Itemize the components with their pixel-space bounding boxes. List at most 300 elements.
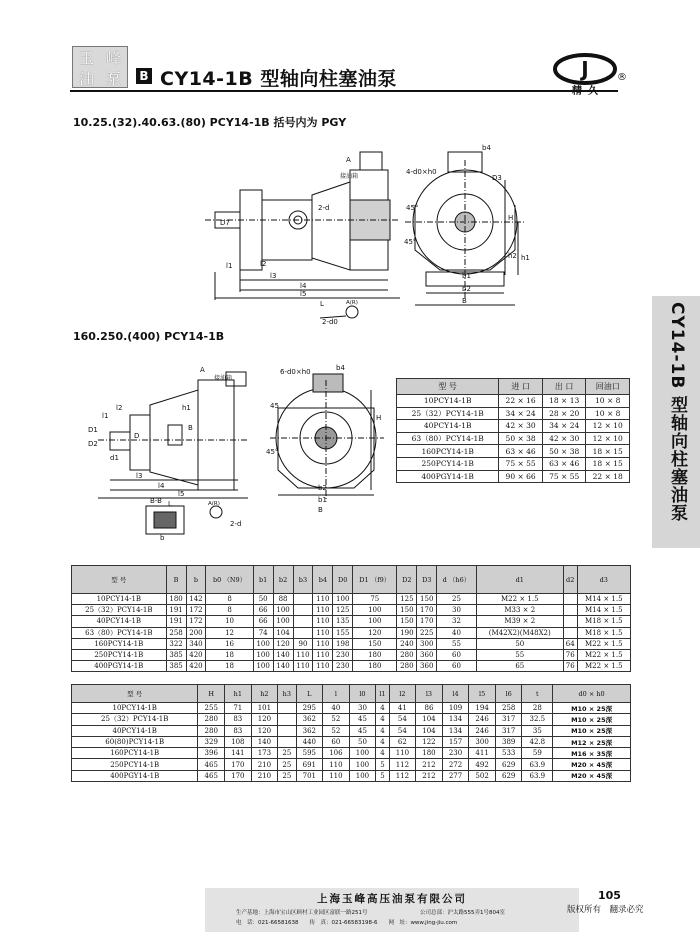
table-cell: 155 xyxy=(333,627,353,638)
table-cell: 40PCY14-1B xyxy=(72,725,198,736)
col-header: l6 xyxy=(495,685,522,703)
col-header: D0 xyxy=(333,566,353,594)
table-cell xyxy=(563,605,577,616)
table-cell: 329 xyxy=(198,736,225,747)
header-divider xyxy=(70,90,618,92)
table-cell: 200 xyxy=(186,627,206,638)
table-cell: 54 xyxy=(389,725,416,736)
table-cell: 83 xyxy=(225,714,252,725)
table-cell: 100 xyxy=(349,748,376,759)
table-cell: M22 × 1.5 xyxy=(577,661,630,672)
label-oil-port: 接油箱 xyxy=(214,375,233,382)
label-l3: l3 xyxy=(136,472,143,480)
label-A: A xyxy=(346,156,351,164)
table-cell: M14 × 1.5 xyxy=(577,605,630,616)
table-cell: 75 xyxy=(353,594,397,605)
table-cell xyxy=(278,703,296,714)
table-cell: 110 xyxy=(313,661,333,672)
label-45b: 45° xyxy=(404,238,417,246)
table-cell: 25 xyxy=(437,594,477,605)
col-header: b2 xyxy=(273,566,293,594)
table-cell: 170 xyxy=(225,770,252,781)
label-45b: 45° xyxy=(266,448,279,456)
col-header: d1 xyxy=(476,566,563,594)
table-cell: 100 xyxy=(273,605,293,616)
table-cell: 40 xyxy=(437,627,477,638)
table-cell: 300 xyxy=(417,638,437,649)
table-row xyxy=(72,594,631,605)
table-cell: 360 xyxy=(417,649,437,660)
table-cell: 134 xyxy=(442,714,469,725)
table-cell: 10PCY14-1B xyxy=(72,594,167,605)
table-cell: 25（32）PCY14-1B xyxy=(72,714,198,725)
table-cell: 112 xyxy=(389,759,416,770)
table-cell: 60(80)PCY14-1B xyxy=(72,736,198,747)
table-cell: 420 xyxy=(186,661,206,672)
table-row xyxy=(397,407,630,420)
col-header: h3 xyxy=(278,685,296,703)
col-header: D2 xyxy=(397,566,417,594)
table-cell: 172 xyxy=(186,616,206,627)
table-cell: 50 × 38 xyxy=(499,432,543,445)
table-cell: 8 xyxy=(206,605,253,616)
table-cell: 258 xyxy=(166,627,186,638)
table-cell: 100 xyxy=(253,649,273,660)
col-header: d （h6） xyxy=(437,566,477,594)
label-l2: l2 xyxy=(116,404,123,412)
table-cell: 110 xyxy=(313,594,333,605)
brand-letter: J xyxy=(581,57,589,81)
table-cell: 230 xyxy=(333,661,353,672)
table-cell: 4 xyxy=(376,736,389,747)
table-cell: 210 xyxy=(251,770,278,781)
table-cell: M10 × 25深 xyxy=(553,714,631,725)
table-cell: 134 xyxy=(442,725,469,736)
table-cell: 76 xyxy=(563,661,577,672)
table-row xyxy=(72,759,631,770)
table-cell: 112 xyxy=(389,770,416,781)
table-cell: 277 xyxy=(442,770,469,781)
footer-contact: 电 话：021-66581638 传 真：021-66583198-6 网 址：www.jing-jiu.com xyxy=(236,920,458,926)
table-cell xyxy=(293,616,313,627)
table-cell: 322 xyxy=(166,638,186,649)
col-header: b1 xyxy=(253,566,273,594)
table-cell: M18 × 1.5 xyxy=(577,627,630,638)
label-l4: l4 xyxy=(158,482,165,490)
logo-char: 泵 xyxy=(105,70,121,88)
table-row xyxy=(72,736,631,747)
table-cell xyxy=(563,616,577,627)
table-cell: 150 xyxy=(353,638,397,649)
table-cell: 701 xyxy=(296,770,323,781)
table-cell: M22 × 1.5 xyxy=(577,638,630,649)
table-row xyxy=(72,661,631,672)
table-cell: 465 xyxy=(198,770,225,781)
table-cell: 83 xyxy=(225,725,252,736)
table-row xyxy=(72,703,631,714)
table-cell: 140 xyxy=(251,736,278,747)
table-cell: 18 xyxy=(206,661,253,672)
table-cell: 180 xyxy=(353,661,397,672)
table-cell: 71 xyxy=(225,703,252,714)
label-b4: b4 xyxy=(482,144,491,152)
label-h1: h1 xyxy=(182,404,191,412)
label-45a: 45 xyxy=(270,402,279,410)
table-cell: 110 xyxy=(293,661,313,672)
col-header: b3 xyxy=(293,566,313,594)
table-cell: 150 xyxy=(397,616,417,627)
table-cell: 41 xyxy=(389,703,416,714)
table-cell: 100 xyxy=(349,770,376,781)
table-cell: 160PCY14-1B xyxy=(72,748,198,759)
table-cell: 64 xyxy=(563,638,577,649)
table-cell: 160PCY14-1B xyxy=(397,445,499,458)
table-cell: 246 xyxy=(469,714,496,725)
table-cell: 110 xyxy=(313,638,333,649)
col-header: d2 xyxy=(563,566,577,594)
table-cell: 74 xyxy=(253,627,273,638)
footer-hq: 公司总部：沪太路555弄1号804室 xyxy=(420,910,505,916)
table-cell: 240 xyxy=(397,638,417,649)
table-cell: 110 xyxy=(313,649,333,660)
table-cell: 22 × 18 xyxy=(586,470,630,483)
table-cell: 18 × 15 xyxy=(586,445,630,458)
table-row xyxy=(72,770,631,781)
table-cell xyxy=(293,605,313,616)
table-cell: 411 xyxy=(469,748,496,759)
label-4d0: 4-d0×h0 xyxy=(406,168,437,176)
table-cell: 63.9 xyxy=(522,770,553,781)
table-cell: 400PGY14-1B xyxy=(72,661,167,672)
table-cell: 100 xyxy=(333,594,353,605)
dimension-table-2 xyxy=(71,684,631,782)
label-oil-port: 接油箱 xyxy=(340,173,359,180)
table-cell: 100 xyxy=(353,616,397,627)
table-cell: 180 xyxy=(416,748,443,759)
table-cell: 212 xyxy=(416,759,443,770)
dim1-header-row xyxy=(72,566,631,594)
table-cell: 191 xyxy=(166,616,186,627)
col-header: l3 xyxy=(416,685,443,703)
table-cell: 22 × 16 xyxy=(499,395,543,408)
table-cell: 120 xyxy=(273,638,293,649)
col-header: t xyxy=(522,685,553,703)
table-cell: 75 × 55 xyxy=(542,470,586,483)
table-cell: 45 xyxy=(349,714,376,725)
table-cell: 50 xyxy=(349,736,376,747)
table-cell: 150 xyxy=(417,594,437,605)
label-H: H xyxy=(508,214,514,222)
port-size-table xyxy=(396,378,630,483)
table-cell: 42 × 30 xyxy=(499,420,543,433)
table-cell: 25（32）PCY14-1B xyxy=(397,407,499,420)
label-D7: D7 xyxy=(220,219,230,227)
table-cell: 533 xyxy=(495,748,522,759)
label-2d: 2-d xyxy=(318,204,330,212)
table-cell: 76 xyxy=(563,649,577,660)
label-l5: l5 xyxy=(300,290,307,298)
table-cell: M10 × 25深 xyxy=(553,703,631,714)
table-cell: 396 xyxy=(198,748,225,759)
label-d1: d1 xyxy=(110,454,119,462)
table-cell: 317 xyxy=(495,714,522,725)
table-cell: 10 × 8 xyxy=(586,407,630,420)
table-cell: 18 × 13 xyxy=(542,395,586,408)
table-cell: 389 xyxy=(495,736,522,747)
table-cell: 420 xyxy=(186,649,206,660)
table-cell: 385 xyxy=(166,649,186,660)
table-cell: 173 xyxy=(251,748,278,759)
table-cell: 360 xyxy=(417,661,437,672)
col-header: 型 号 xyxy=(397,379,499,395)
table-cell: 10 xyxy=(206,616,253,627)
table-cell: 108 xyxy=(225,736,252,747)
table-cell xyxy=(278,714,296,725)
label-D1: D1 xyxy=(88,426,98,434)
table-cell: 75 × 55 xyxy=(499,457,543,470)
section1-title: 10.25.(32).40.63.(80) PCY14-1B 括号内为 PGY xyxy=(73,116,347,129)
footer-address: 生产基地：上海市宝山区顾村工业园区富联一路251号 xyxy=(236,910,368,916)
col-header: B xyxy=(166,566,186,594)
table-cell: 12 × 10 xyxy=(586,432,630,445)
page-title: CY14-1B 型轴向柱塞油泵 xyxy=(160,68,397,90)
table-cell: 160PCY14-1B xyxy=(72,638,167,649)
table-cell: 100 xyxy=(253,638,273,649)
table-cell: 180 xyxy=(166,594,186,605)
label-AR: A(R) xyxy=(208,501,220,507)
table-cell: 502 xyxy=(469,770,496,781)
col-header: l xyxy=(323,685,350,703)
table-cell: 42 × 30 xyxy=(542,432,586,445)
table-cell: 258 xyxy=(495,703,522,714)
table-cell: 65 xyxy=(476,661,563,672)
table-cell: 110 xyxy=(313,605,333,616)
table-cell: 400PGY14-1B xyxy=(72,770,198,781)
table-cell: 120 xyxy=(353,627,397,638)
table-cell: 18 × 15 xyxy=(586,457,630,470)
table-cell xyxy=(563,594,577,605)
table-cell: 60 xyxy=(323,736,350,747)
col-header: l2 xyxy=(389,685,416,703)
table-cell: 86 xyxy=(416,703,443,714)
table-cell: 170 xyxy=(225,759,252,770)
table-row xyxy=(397,457,630,470)
table-row xyxy=(397,445,630,458)
label-BB: B-B xyxy=(150,497,162,505)
col-header: h1 xyxy=(225,685,252,703)
col-header: L xyxy=(296,685,323,703)
col-header: 回油口 xyxy=(586,379,630,395)
table-cell: 440 xyxy=(296,736,323,747)
logo-char: 玉 xyxy=(78,49,94,67)
table-cell: 172 xyxy=(186,605,206,616)
table-cell: 63（80）PCY14-1B xyxy=(72,627,167,638)
table-cell: 52 xyxy=(323,725,350,736)
col-header: D3 xyxy=(417,566,437,594)
table-cell: M18 × 1.5 xyxy=(577,616,630,627)
table-cell xyxy=(293,627,313,638)
table-cell: 280 xyxy=(198,714,225,725)
table-cell: 60 xyxy=(437,661,477,672)
table-cell: 50 xyxy=(476,638,563,649)
table-cell: 194 xyxy=(469,703,496,714)
table-cell: 4 xyxy=(376,714,389,725)
label-AR: A(R) xyxy=(346,300,358,306)
table-cell: 12 × 10 xyxy=(586,420,630,433)
table-cell: 250PCY14-1B xyxy=(397,457,499,470)
table-cell: 110 xyxy=(293,649,313,660)
table-cell: 141 xyxy=(225,748,252,759)
label-2d: 2-d xyxy=(230,520,242,528)
table-cell: 34 × 24 xyxy=(499,407,543,420)
table-cell: 140 xyxy=(273,649,293,660)
table-cell: 230 xyxy=(333,649,353,660)
table-cell: 4 xyxy=(376,725,389,736)
label-l4: l4 xyxy=(300,282,307,290)
table-cell: 362 xyxy=(296,714,323,725)
table-row xyxy=(397,432,630,445)
table-row xyxy=(397,395,630,408)
table-cell: 100 xyxy=(273,616,293,627)
table-cell: 110 xyxy=(313,627,333,638)
table-cell: 170 xyxy=(417,605,437,616)
table-cell: M16 × 35深 xyxy=(553,748,631,759)
table-cell: 5 xyxy=(376,770,389,781)
label-l1: l1 xyxy=(102,412,109,420)
table-row xyxy=(72,627,631,638)
table-cell: 246 xyxy=(469,725,496,736)
port-table-body xyxy=(397,395,630,483)
col-header: 出 口 xyxy=(542,379,586,395)
table-cell: 10 × 8 xyxy=(586,395,630,408)
label-l3: l3 xyxy=(270,272,277,280)
col-header: D1 （f9） xyxy=(353,566,397,594)
label-b2: b2 xyxy=(462,285,471,293)
brand-name: 精久 xyxy=(572,86,604,97)
table-cell xyxy=(278,736,296,747)
table-row xyxy=(397,420,630,433)
col-header: l0 xyxy=(349,685,376,703)
table-cell: 45 xyxy=(349,725,376,736)
section2-title: 160.250.(400) PCY14-1B xyxy=(73,330,225,343)
table-cell: M39 × 2 xyxy=(476,616,563,627)
table-cell: 100 xyxy=(253,661,273,672)
table-row xyxy=(72,748,631,759)
table-cell: 10PCY14-1B xyxy=(72,703,198,714)
copyright-note: 版权所有 翻录必究 xyxy=(567,905,644,915)
table-cell: 25（32）PCY14-1B xyxy=(72,605,167,616)
table-cell: 63.9 xyxy=(522,759,553,770)
table-cell: 140 xyxy=(273,661,293,672)
table-cell: 18 xyxy=(206,649,253,660)
label-D3: D3 xyxy=(492,174,502,182)
table-cell: 16 xyxy=(206,638,253,649)
col-header: b xyxy=(186,566,206,594)
label-b4: b4 xyxy=(336,364,345,372)
table-cell: 629 xyxy=(495,759,522,770)
table-cell: 629 xyxy=(495,770,522,781)
table-cell: M14 × 1.5 xyxy=(577,594,630,605)
pump-drawing-small xyxy=(200,140,530,340)
table-cell: 106 xyxy=(323,748,350,759)
table-cell: M22 × 1.5 xyxy=(476,594,563,605)
section-badge: B xyxy=(136,68,152,84)
table-cell xyxy=(278,725,296,736)
dim2-body xyxy=(72,703,631,782)
table-cell: 54 xyxy=(389,714,416,725)
table-cell: 691 xyxy=(296,759,323,770)
table-cell: M12 × 25深 xyxy=(553,736,631,747)
label-D: D xyxy=(134,432,140,440)
logo-char: 峰 xyxy=(105,49,121,67)
table-cell: 255 xyxy=(198,703,225,714)
table-cell: 110 xyxy=(323,759,350,770)
table-cell: 110 xyxy=(389,748,416,759)
col-header: b4 xyxy=(313,566,333,594)
table-cell: 400PGY14-1B xyxy=(397,470,499,483)
table-cell: M33 × 2 xyxy=(476,605,563,616)
table-cell: 340 xyxy=(186,638,206,649)
label-L: L xyxy=(168,500,172,508)
table-cell: 104 xyxy=(416,725,443,736)
table-cell: 100 xyxy=(353,605,397,616)
company-name: 上海玉峰高压油泵有限公司 xyxy=(317,893,467,905)
table-cell: 280 xyxy=(397,661,417,672)
table-cell: 90 × 66 xyxy=(499,470,543,483)
table-cell: 317 xyxy=(495,725,522,736)
registered-mark: ® xyxy=(617,72,627,83)
table-cell: 122 xyxy=(416,736,443,747)
table-cell: 40 xyxy=(323,703,350,714)
table-cell: M22 × 1.5 xyxy=(577,649,630,660)
col-header: l4 xyxy=(442,685,469,703)
table-cell: 110 xyxy=(313,616,333,627)
col-header: 进 口 xyxy=(499,379,543,395)
table-cell: 66 xyxy=(253,616,273,627)
table-cell: 63（80）PCY14-1B xyxy=(397,432,499,445)
table-cell: 465 xyxy=(198,759,225,770)
table-cell: 25 xyxy=(278,759,296,770)
pump-drawing-large xyxy=(88,360,390,540)
table-cell: 280 xyxy=(198,725,225,736)
table-cell: 385 xyxy=(166,661,186,672)
label-H: H xyxy=(376,414,382,422)
table-cell: 4 xyxy=(376,748,389,759)
table-row xyxy=(72,649,631,660)
col-header: l1 xyxy=(376,685,389,703)
table-cell: 120 xyxy=(251,714,278,725)
table-cell: 55 xyxy=(437,638,477,649)
table-cell: 492 xyxy=(469,759,496,770)
table-cell: 42.8 xyxy=(522,736,553,747)
table-row xyxy=(397,470,630,483)
table-cell: 4 xyxy=(376,703,389,714)
logo-char: 油 xyxy=(78,70,94,88)
label-b1: b1 xyxy=(318,496,327,504)
dim2-header-row xyxy=(72,685,631,703)
table-cell: 25 xyxy=(278,748,296,759)
table-cell: 170 xyxy=(417,616,437,627)
table-cell: 101 xyxy=(251,703,278,714)
table-cell: 109 xyxy=(442,703,469,714)
table-cell: 225 xyxy=(417,627,437,638)
table-cell: 30 xyxy=(437,605,477,616)
label-l5: l5 xyxy=(178,490,185,498)
table-cell: 104 xyxy=(416,714,443,725)
col-header: H xyxy=(198,685,225,703)
table-cell: 198 xyxy=(333,638,353,649)
table-cell: 110 xyxy=(323,770,350,781)
